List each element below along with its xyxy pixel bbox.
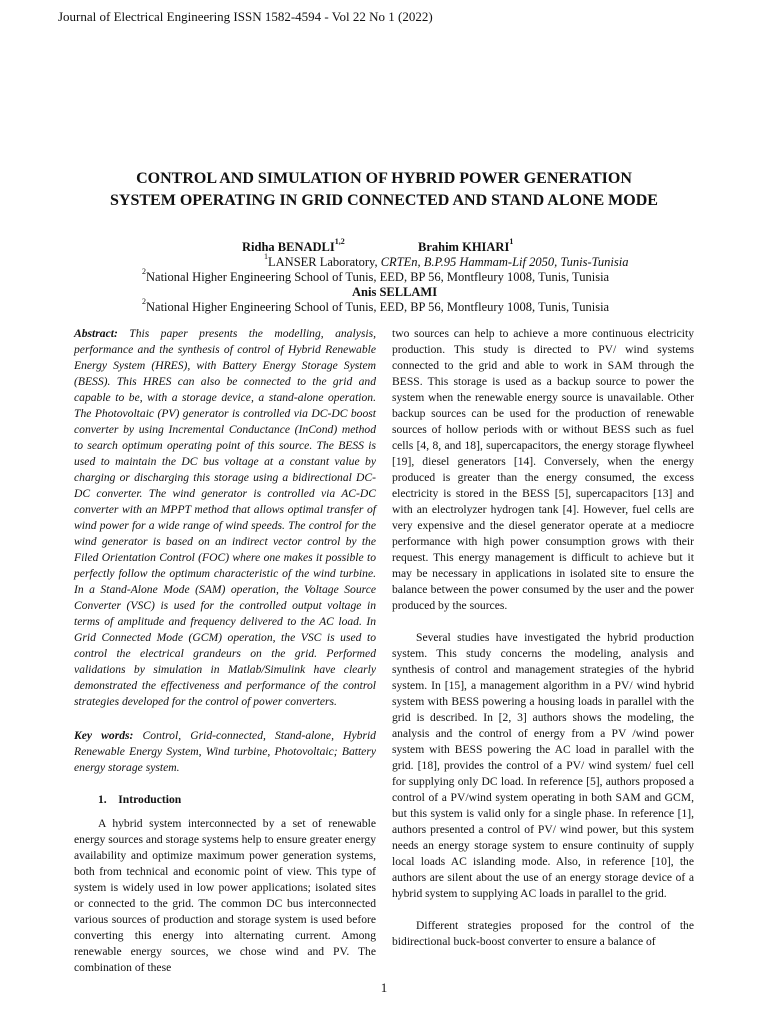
affiliation-1-lab: LANSER Laboratory, xyxy=(268,255,381,269)
title-line-1: CONTROL AND SIMULATION OF HYBRID POWER GENERATION xyxy=(136,170,632,187)
keywords-text: Control, Grid-connected, Stand-alone, Hybrid Renewable Energy System, Wind turbine, Photovoltaic; Battery energy storage system. xyxy=(74,729,376,774)
affiliation-3 xyxy=(0,297,768,315)
intro-paragraph-1: A hybrid system interconnected by a set of renewable energy sources and storage systems help to ensure greater energy availability and optimize maximum power generation systems, both from technical and economic point of view. This type of system is widely used in low power applications; isolated sites or connected to the grid. The common DC bus interconnected various sources of production and storage system is used before converting this energy into alternating current. Among renewable energy sources, we chose wind and PV. The combination of these xyxy=(74,817,376,974)
author-2 xyxy=(418,237,514,255)
affiliation-1 xyxy=(0,252,768,270)
abstract xyxy=(74,326,376,710)
journal-header: Journal of Electrical Engineering ISSN 1582-4594 - Vol 22 No 1 (2022) xyxy=(58,9,433,24)
affiliation-2-text: National Higher Engineering School of Tunis, EED, BP 56, Montfleury 1008, Tunis, Tunisia xyxy=(146,270,610,284)
affiliation-3-sup: 2 xyxy=(142,297,146,306)
author-row xyxy=(0,237,768,255)
author-3: Anis SELLAMI xyxy=(352,285,438,299)
title-line-2: SYSTEM OPERATING IN GRID CONNECTED AND STAND ALONE MODE xyxy=(110,192,658,209)
right-paragraph-3: Different strategies proposed for the control of the bidirectional buck-boost converter to ensure a balance of xyxy=(392,919,694,948)
author-2-name: Brahim KHIARI xyxy=(418,240,510,254)
paper-title xyxy=(40,168,728,212)
affiliation-1-sup: 1 xyxy=(264,252,268,261)
page-number: 1 xyxy=(380,980,388,995)
affiliation-2 xyxy=(0,267,768,285)
affiliation-2-sup: 2 xyxy=(142,267,146,276)
affiliation-1-address: CRTEn, B.P.95 Hammam-Lif 2050, Tunis-Tunisia xyxy=(380,255,629,269)
author-row-2 xyxy=(0,285,768,300)
affiliation-3-text: National Higher Engineering School of Tunis, EED, BP 56, Montfleury 1008, Tunis, Tunisia xyxy=(146,300,610,314)
keywords-label: Key words: xyxy=(74,729,134,742)
author-1 xyxy=(242,237,345,255)
right-paragraph-2: Several studies have investigated the hybrid production system. This study concerns the modeling, analysis and synthesis of control and management strategies of the hybrid system. In [15], a management algorithm in a PV/ wind hybrid system with BESS powering a housing loads in parallel with the grid is described. In [2, 3] authors shows the modeling, the analysis and the control of energy from a PV /wind power system with BESS powering the AC load in parallel with the grid. [18], provides the control of a PV/ wind system/ fuel cell for supplying only DC load. In reference [5], authors proposed a control of a PV/wind system operating in both SAM and GCM, but this system is valid only for a single phase. In reference [1], authors presented a control of PV/ wind power, but this system needs an energy storage system to ensure continuity of supply local loads AC islanding mode. Also, in reference [10], the authors are silent about the use of an energy storage device of a hybrid system to supplying AC loads in parallel to the grid. xyxy=(392,631,694,900)
keywords xyxy=(74,728,376,776)
abstract-text: This paper presents the modelling, analysis, performance and the synthesis of control of Hybrid Renewable Energy System (HRES), with Battery Energy Storage System (BESS). This HRES can also be connected to the grid and capable to be, with a storage device, a stand-alone operation. The Photovoltaic (PV) generator is controlled via DC-DC boost converter by using Incremental Conductance (InCond) method to search optimum operating point of this source. The BESS is used to maintain the DC bus voltage at a constant value by charging or discharging this storage using a bidirectional DC-DC converter. The wind generator is controlled via AC-DC converter with an MPPT method that allows optimal transfer of wind power for a wide range of wind speeds. The control for the wind generator is based on an indirect vector control by the Filed Orientation Control (FOC) where one makes it possible to perfectly follow the optimum characteristic of the wind turbine. In a Stand-Alone Mode (SAM) operation, the Voltage Source Converter (VSC) is used for the controlled output voltage in terms of amplitude and frequency delivered to the AC load. In Grid Connected Mode (GCM) operation, the VSC is used to control the electrical grandeurs on the grid. Performed validations by simulation in Matlab/Simulink have clearly demonstrated the effectiveness and performance of the control strategies developed for the control of power converters. xyxy=(74,327,376,708)
right-column xyxy=(392,326,694,950)
right-paragraph-1: two sources can help to achieve a more continuous electricity production. This study is directed to PV/ wind systems connected to the grid and able to work in SAM through the BESS. This storage is used as a backup source to power the system when the renewable energy source is unavailable. Other backup sources can be used for the production of renewable sources of hollow periods with or without BESS such as fuel cells [4, 8, and 18], supercapacitors, the energy storage flywheel [19], diesel generators [14]. Conversely, when the energy produced is greater than the energy consumed, the excess electricity is stored in the BESS [5], supercapacitors [13] and with an electrolyzer hydrogen tank [4]. However, fuel cells are very expensive and the diesel generator operate at a mediocre performance with high power consumption grows with their request. This energy management is difficult to achieve but it may be necessary in applications in isolated site to ensure the balance between the power consumed by the user and the power produced by the sources. xyxy=(392,327,694,612)
abstract-label: Abstract: xyxy=(74,327,118,340)
author-block xyxy=(0,237,768,315)
section-heading-introduction: 1. Introduction xyxy=(98,793,182,806)
author-1-sup: 1,2 xyxy=(334,237,345,246)
author-1-name: Ridha BENADLI xyxy=(242,240,335,254)
left-column xyxy=(74,326,376,976)
author-2-sup: 1 xyxy=(509,237,514,246)
